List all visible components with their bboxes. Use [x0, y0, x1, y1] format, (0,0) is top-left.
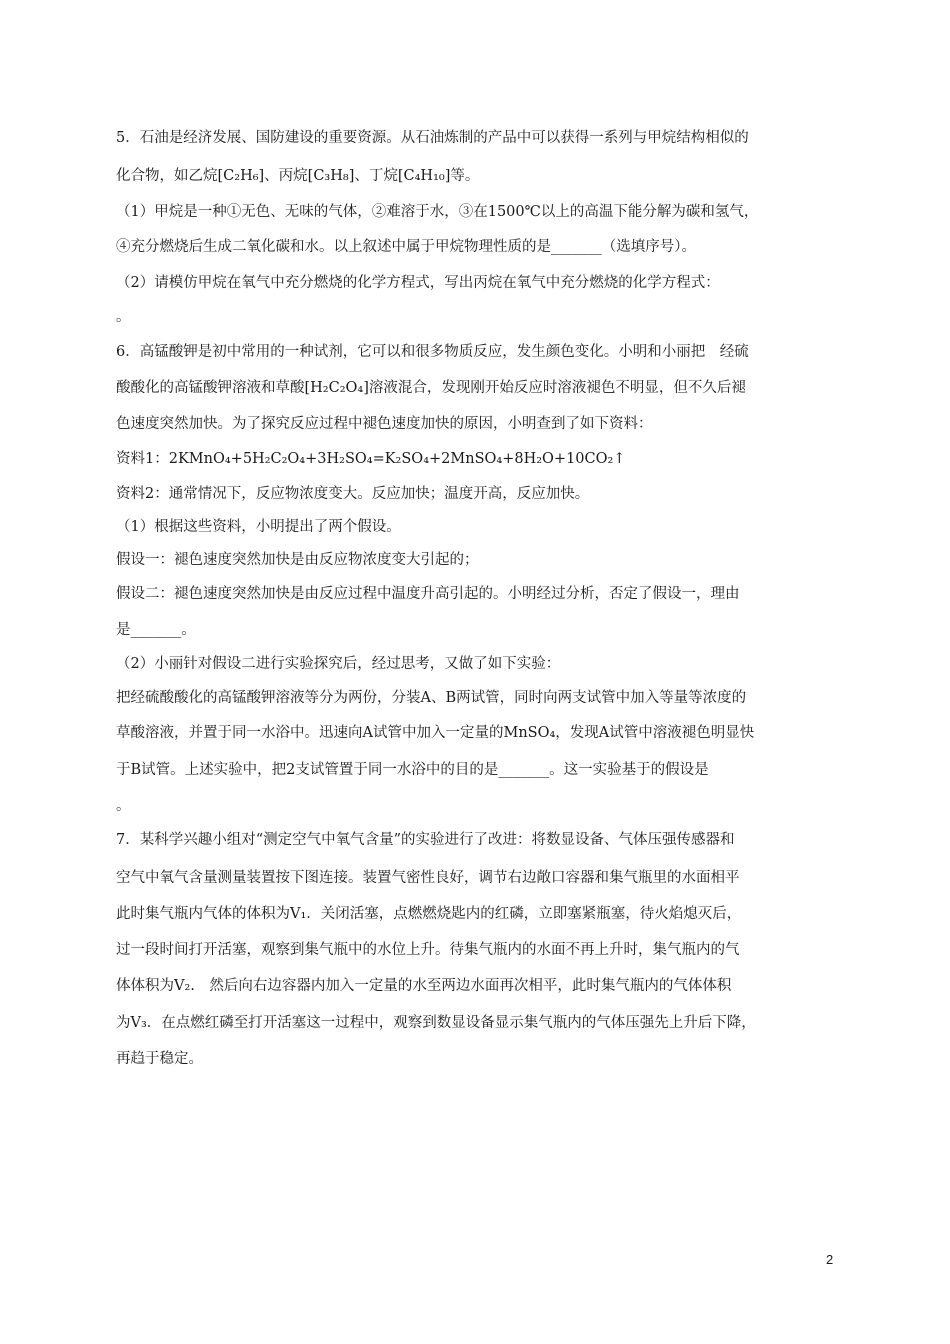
- q6-line-8: 假设二：褪色速度突然加快是由反应过程中温度升高引起的。小明经过分析，否定了假设一，理由: [116, 586, 740, 602]
- q7-line-5: 体体积为V₂. 然后向右边容器内加入一定量的水至两边水面再次相平，此时集气瓶内的气体体积: [116, 978, 732, 994]
- q5-line-3: （1）甲烷是一种①无色、无味的气体，②难溶于水，③在1500℃以上的高温下能分解为碳和氢气，: [116, 204, 759, 220]
- q7-line-2: 空气中氧气含量测量装置按下图连接。装置气密性良好，调节右边敞口容器和集气瓶里的水面相平: [116, 870, 740, 886]
- q6-line-6: （1）根据这些资料，小明提出了两个假设。: [116, 519, 401, 535]
- q6-line-1: 6．高锰酸钾是初中常用的一种试剂，它可以和很多物质反应，发生颜色变化。小明和小丽把 经硫: [116, 344, 749, 360]
- q6-line-9: 是_______。: [116, 622, 196, 638]
- q7-line-3: 此时集气瓶内气体的体积为V₁．关闭活塞，点燃燃烧匙内的红磷，立即塞紧瓶塞，待火焰熄灭后，: [116, 906, 742, 922]
- q7-line-4: 过一段时间打开活塞，观察到集气瓶中的水位上升。待集气瓶内的水面不再上升时，集气瓶内的气: [116, 942, 740, 958]
- q6-line-13: 于B试管。上述实验中，把2支试管置于同一水浴中的目的是_______。这一实验基于的假设是: [116, 762, 709, 778]
- q6-line-3: 色速度突然加快。为了探究反应过程中褪色速度加快的原因，小明查到了如下资料：: [116, 416, 653, 432]
- q6-line-2: 酸酸化的高锰酸钾溶液和草酸[H₂C₂O₄]溶液混合，发现刚开始反应时溶液褪色不明显，但不久后褪: [116, 380, 746, 396]
- q6-line-10: （2）小丽针对假设二进行实验探究后，经过思考，又做了如下实验：: [116, 656, 561, 672]
- q6-line-14: 。: [116, 798, 131, 814]
- q6-line-11: 把经硫酸酸化的高锰酸钾溶液等分为两份，分装A、B两试管，同时向两支试管中加入等量等浓度的: [116, 690, 747, 706]
- q5-line-4: ④充分燃烧后生成二氧化碳和水。以上叙述中属于甲烷物理性质的是_______（选填序号）。: [116, 239, 696, 255]
- page-number: 2: [826, 1252, 834, 1267]
- q6-line-4: 资料1：2KMnO₄+5H₂C₂O₄+3H₂SO₄=K₂SO₄+2MnSO₄+8H₂O+10CO₂↑: [116, 451, 626, 467]
- q6-line-12: 草酸溶液，并置于同一水浴中。迅速向A试管中加入一定量的MnSO₄，发现A试管中溶液褪色明显快: [116, 725, 755, 741]
- q5-line-2: 化合物，如乙烷[C₂H₆]、丙烷[C₃H₈]、丁烷[C₄H₁₀]等。: [116, 168, 480, 184]
- q5-line-1: 5．石油是经济发展、国防建设的重要资源。从石油炼制的产品中可以获得一系列与甲烷结构相似的: [116, 130, 749, 146]
- q6-line-7: 假设一：褪色速度突然加快是由反应物浓度变大引起的；: [116, 552, 479, 568]
- q7-line-1: 7．某科学兴趣小组对“测定空气中氧气含量”的实验进行了改进：将数显设备、气体压强传感器和: [116, 832, 735, 848]
- q5-line-6: 。: [116, 309, 131, 325]
- q7-line-6: 为V₃．在点燃红磷至打开活塞这一过程中，观察到数显设备显示集气瓶内的气体压强先上升后下降，: [116, 1015, 756, 1031]
- q6-line-5: 资料2：通常情况下，反应物浓度变大。反应加快；温度开高，反应加快。: [116, 486, 590, 502]
- q5-line-5: （2）请模仿甲烷在氧气中充分燃烧的化学方程式，写出丙烷在氧气中充分燃烧的化学方程式：: [116, 275, 720, 291]
- q7-line-7: 再趋于稳定。: [116, 1051, 203, 1067]
